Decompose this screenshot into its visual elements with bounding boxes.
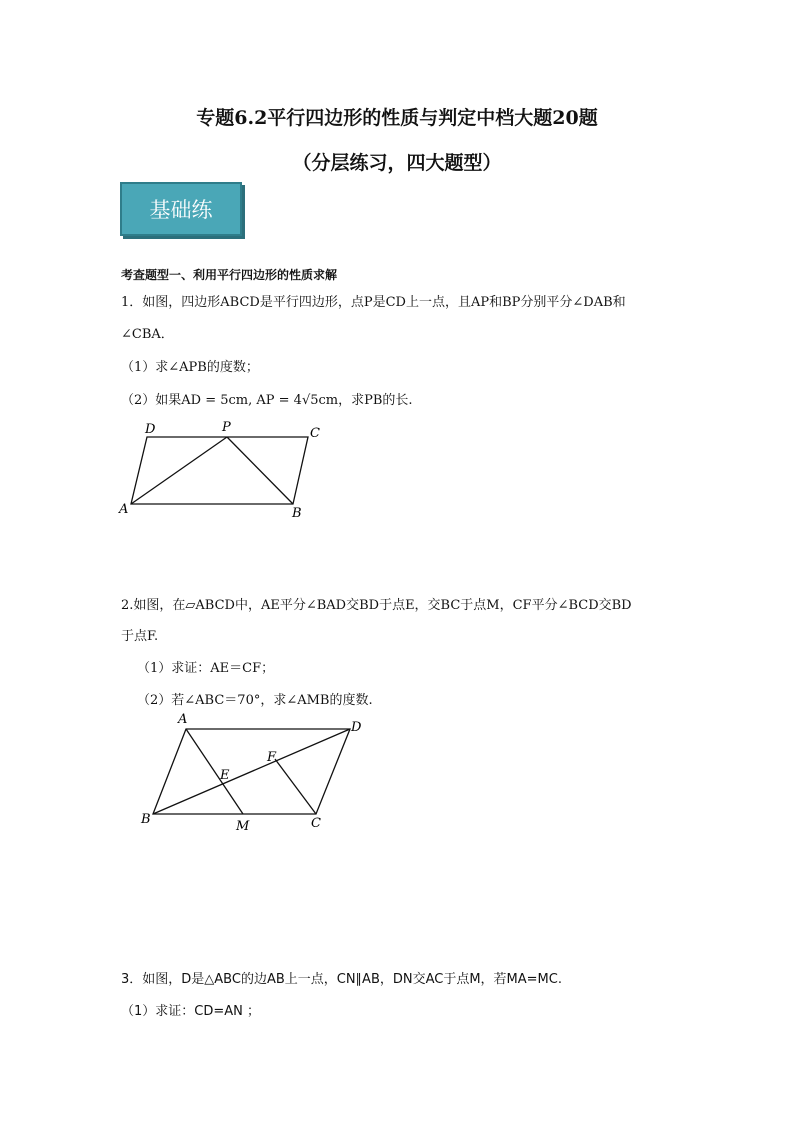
q2-part1: （1）求证：AE＝CF； bbox=[137, 661, 275, 676]
q2-label-m: M bbox=[236, 819, 250, 834]
q2-segment-cf bbox=[275, 759, 316, 814]
q2-line1: 2.如图，在▱ABCD中，AE平分∠BAD交BD于点E，交BC于点M，CF平分∠BCD交BD bbox=[121, 598, 632, 613]
level-badge-label: 基础练 bbox=[149, 198, 213, 222]
page-subtitle: （分层练习，四大题型） bbox=[292, 152, 502, 174]
q1-line1: 1．如图，四边形ABCD是平行四边形，点P是CD上一点，且AP和BP分别平分∠DAB和 bbox=[121, 295, 626, 310]
q3-part1: （1）求证：CD=AN ； bbox=[121, 1004, 261, 1019]
q1-label-a: A bbox=[119, 502, 129, 517]
q2-label-a: A bbox=[178, 712, 188, 727]
q2-label-d: D bbox=[351, 720, 362, 735]
q1-line2: ∠CBA． bbox=[121, 327, 174, 342]
q2-part2: （2）若∠ABC＝70°，求∠AMB的度数. bbox=[137, 693, 373, 708]
q1-label-b: B bbox=[292, 506, 302, 521]
q2-segment-am bbox=[186, 729, 243, 814]
q1-label-p: P bbox=[222, 420, 231, 435]
q2-label-b: B bbox=[141, 812, 151, 827]
q2-line2: 于点F. bbox=[121, 629, 159, 644]
q1-part2: （2）如果AD = 5cm, AP = 4√5cm，求PB的长. bbox=[121, 393, 413, 408]
q1-segment-ap bbox=[131, 437, 227, 504]
q1-segment-bp bbox=[227, 437, 293, 504]
q1-label-c: C bbox=[310, 426, 320, 441]
q1-parallelogram bbox=[131, 437, 308, 504]
q2-label-f: F bbox=[267, 750, 277, 765]
q1-label-d: D bbox=[145, 422, 156, 437]
q2-label-e: E bbox=[220, 768, 230, 783]
q1-part1: （1）求∠APB的度数； bbox=[121, 360, 259, 375]
page-title: 专题6.2平行四边形的性质与判定中档大题20题 bbox=[196, 107, 598, 129]
q2-label-c: C bbox=[311, 816, 321, 831]
q3-line1: 3．如图，D是△ABC的边AB上一点，CN∥AB，DN交AC于点M，若MA=MC. bbox=[121, 972, 562, 987]
section-heading: 考查题型一、利用平行四边形的性质求解 bbox=[121, 268, 338, 282]
